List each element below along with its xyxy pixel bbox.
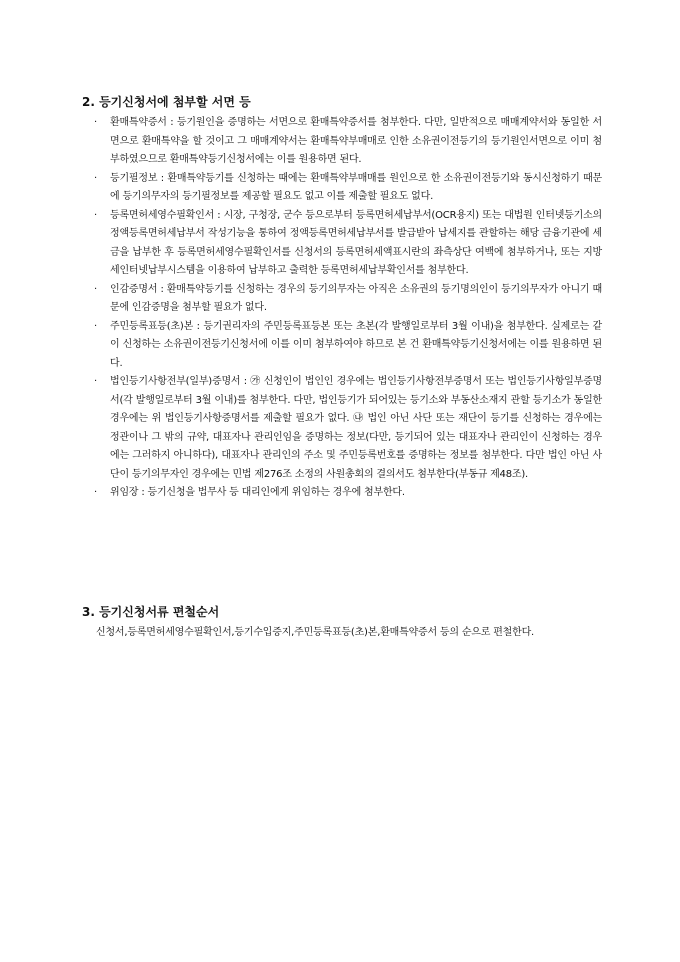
bullet-dot: ·	[94, 209, 97, 221]
bullet-dot: ·	[94, 376, 97, 387]
bullet-dot: ·	[94, 172, 97, 184]
bullet-dot: ·	[94, 487, 97, 498]
list-item	[82, 318, 602, 374]
list-item-text: 환매특약증서 : 등기원인을 증명하는 서면으로 환매특약증서를 첨부한다. 다만, 일반적으로 매매계약서와 동일한 서면으로 환매특약을 할 것이고 그 매매계약서는 환매특약부매매로 인한 소유권이전등기의 등기원인서면으로 이미 첨부하였으므로 환매특약등기신청서에는 이를 원용하면 된다.	[110, 117, 602, 165]
list-item-text: 주민등록표등(초)본 : 등기권리자의 주민등록표등본 또는 초본(각 발행일로부터 3월 이내)을 첨부한다. 실제로는 같이 신청하는 소유권이전등기신청서에 이를 이미 첨부하여야 하므로 본 건 환매특약등기신청서에는 이를 원용하면 된다.	[110, 320, 602, 369]
section-attachments	[82, 94, 602, 503]
bullet-dot: ·	[94, 117, 97, 128]
list-item	[82, 114, 602, 170]
list-item	[82, 170, 602, 207]
bullet-dot: ·	[94, 283, 97, 295]
list-item-text: 위임장 : 등기신청을 법무사 등 대리인에게 위임하는 경우에 첨부한다.	[110, 487, 405, 498]
list-item-text: 법인등기사항전부(일부)증명서 : ㉮ 신청인이 법인인 경우에는 법인등기사항전부증명서 또는 법인등기사항일부증명서(각 발행일로부터 3월 이내)를 첨부한다. 다만, 법인등기가 되어있는 등기소와 부동산소재지 관할 등기소가 동일한 경우에는 위 법인등기사항증명서를 제출할 필요가 없다. ㉯ 법인 아닌 사단 또는 재단이 등기를 신청하는 경우에는 정관이나 그 밖의 규약, 대표자나 관리인임을 증명하는 정보(다만, 등기되어 있는 대표자나 관리인이 신청하는 경우에는 그러하지 아니하다), 대표자나 관리인의 주소 및 주민등록번호를 증명하는 정보를 첨부한다. 다만 법인 아닌 사단이 등기의무자인 경우에는 민법 제276조 소정의 사원총회의 결의서도 첨부한다(부동규 제48조).	[110, 376, 602, 480]
list-item	[82, 207, 602, 281]
list-item-text: 등기필정보 : 환매특약등기를 신청하는 때에는 환매특약부매매를 원인으로 한 소유권이전등기와 동시신청하기 때문에 등기의무자의 등기필정보를 제공할 필요도 없고 이를 제출할 필요도 없다.	[110, 172, 602, 202]
section-title: 3. 등기신청서류 편철순서	[82, 605, 220, 619]
attachment-list	[82, 114, 602, 503]
bullet-dot: ·	[94, 320, 97, 332]
list-item	[82, 484, 602, 503]
section-title: 2. 등기신청서에 첨부할 서면 등	[82, 95, 251, 109]
list-item-text: 등록면허세영수필확인서 : 시장, 구청장, 군수 등으로부터 등록면허세납부서(OCR용지) 또는 대법원 인터넷등기소의 정액등록면허세납부서 작성기능을 통하여 정액등록면허세납부서를 발급받아 납세지를 관할하는 해당 금융기관에 세금을 납부한 후 등록면허세영수필확인서를 신청서의 등록면허세액표시란의 좌측상단 여백에 첨부하거나, 또는 지방세인터넷납부시스템을 이용하여 납부하고 출력한 등록면허세납부확인서를 첨부한다.	[110, 209, 602, 276]
list-item	[82, 373, 602, 484]
list-item	[82, 281, 602, 318]
paragraph-text: 신청서,등록면허세영수필확인서,등기수입증지,주민등록표등(초)본,환매특약증서 등의 순으로 편철한다.	[96, 627, 535, 638]
section-filing-order	[82, 604, 602, 643]
list-item-text: 인감증명서 : 환매특약등기를 신청하는 경우의 등기의무자는 아직은 소유권의 등기명의인이 등기의무자가 아니기 때문에 인감증명을 첨부할 필요가 없다.	[110, 283, 602, 313]
